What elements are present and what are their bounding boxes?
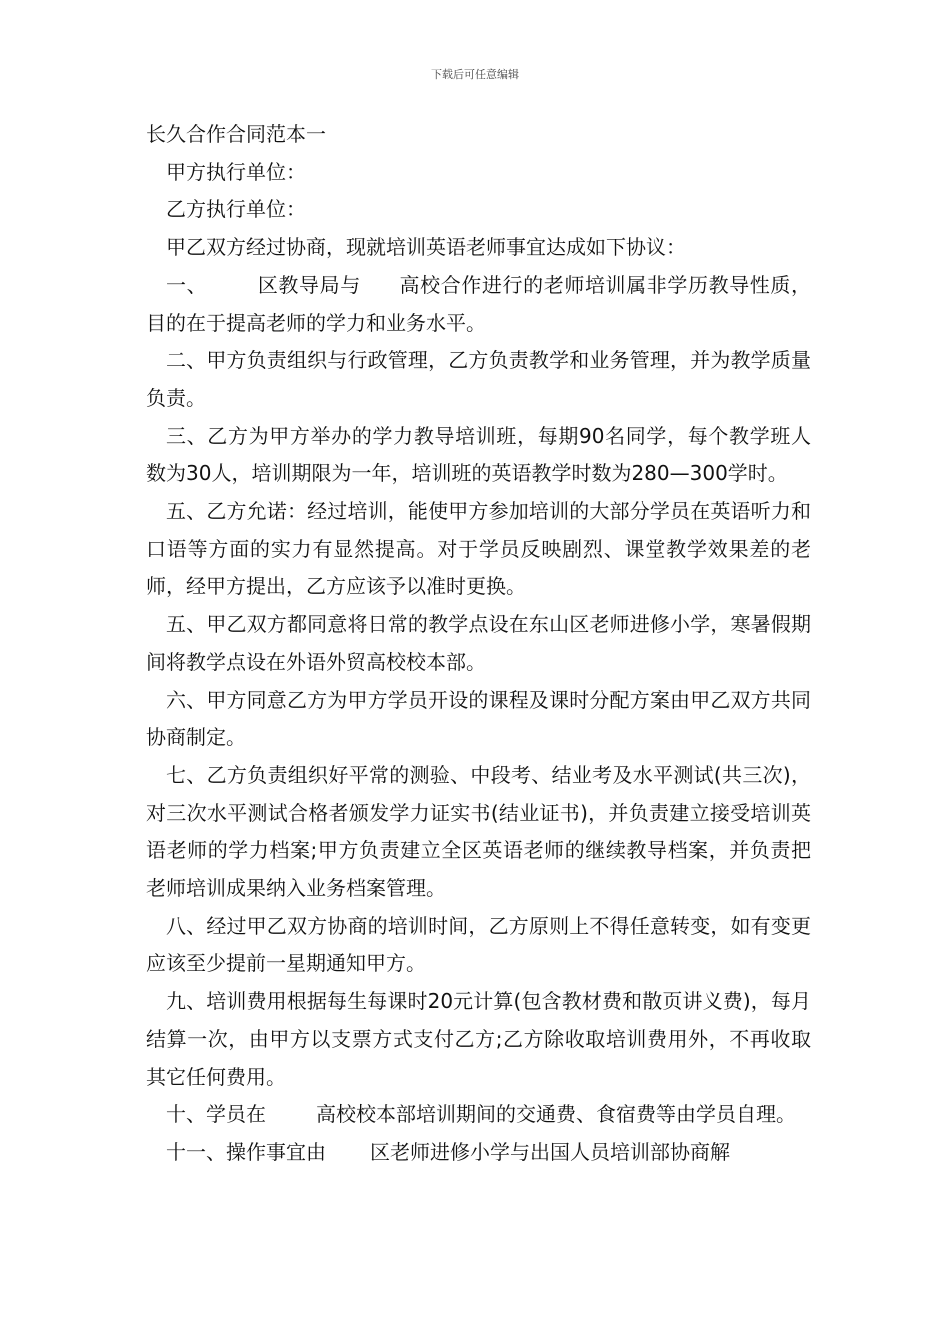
clause-9: 九、培训费用根据每生每课时20元计算(包含教材费和散页讲义费)，每月结算一次，由甲方以支票方式支付乙方;乙方除收取培训费用外，不再收取其它任何费用。 — [146, 989, 811, 1089]
clause-1-mid: 区教导局与 — [257, 272, 361, 297]
clause-10-prefix: 十、学员在 — [166, 1102, 266, 1127]
clause-6: 六、甲方同意乙方为甲方学员开设的课程及课时分配方案由甲乙双方共同协商制定。 — [146, 687, 811, 750]
clause-3: 三、乙方为甲方举办的学力教导培训班，每期90名同学，每个教学班人数为30人，培训期限为一年，培训班的英语教学时数为280—300学时。 — [146, 423, 811, 486]
clause-2: 二、甲方负责组织与行政管理，乙方负责教学和业务管理，并为教学质量负责。 — [146, 348, 811, 410]
document-title: 长久合作合同范本一 — [146, 122, 326, 146]
clause-5: 五、甲乙双方都同意将日常的教学点设在东山区老师进修小学，寒暑假期间将教学点设在外语外贸高校校本部。 — [146, 612, 811, 674]
clause-10-rest: 高校校本部培训期间的交通费、食宿费等由学员自理。 — [316, 1102, 796, 1127]
clause-4: 五、乙方允诺：经过培训，能使甲方参加培训的大部分学员在英语听力和口语等方面的实力有显然提高。对于学员反映剧烈、课堂教学效果差的老师，经甲方提出，乙方应该予以准时更换。 — [146, 499, 811, 599]
clause-11-prefix: 十一、操作事宜由 — [166, 1139, 326, 1164]
clause-8: 八、经过甲乙双方协商的培训时间，乙方原则上不得任意转变，如有变更应该至少提前一星期通知甲方。 — [146, 913, 811, 976]
page-header: 下载后可任意编辑 — [431, 68, 519, 81]
clause-1-rest: 高校合作进行的老师培训属非学历教导性质，目的在于提高老师的学力和业务水平。 — [146, 272, 812, 335]
clause-1 — [146, 267, 811, 342]
clause-1-prefix: 一、 — [166, 272, 208, 297]
clause-11 — [146, 1134, 811, 1172]
contract-body — [146, 116, 811, 1172]
party-b-line: 乙方执行单位： — [166, 197, 306, 222]
clause-10 — [146, 1096, 811, 1134]
intro-paragraph: 甲乙双方经过协商，现就培训英语老师事宜达成如下协议： — [166, 235, 686, 260]
party-a-line: 甲方执行单位： — [166, 159, 306, 184]
clause-11-rest: 区老师进修小学与出国人员培训部协商解 — [370, 1139, 730, 1164]
clause-7: 七、乙方负责组织好平常的测验、中段考、结业考及水平测试(共三次)，对三次水平测试合格者颁发学力证实书(结业证书)，并负责建立接受培训英语老师的学力档案;甲方负责建立全区英语老师的继续教导档案，并负责把老师培训成果纳入业务档案管理。 — [146, 762, 811, 901]
